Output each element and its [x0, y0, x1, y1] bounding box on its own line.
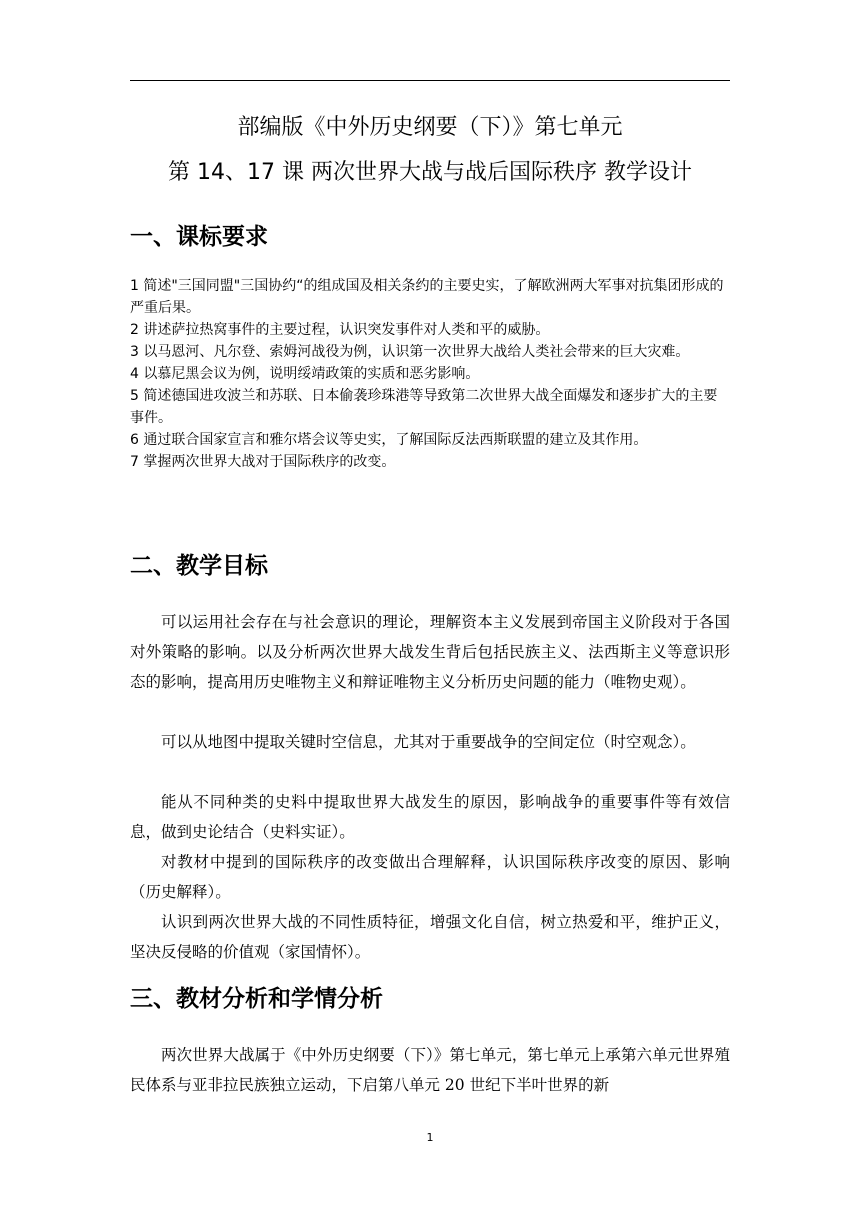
objective-paragraph: 能从不同种类的史料中提取世界大战发生的原因，影响战争的重要事件等有效信息，做到史论结合（史料实证）。: [130, 793, 730, 841]
objective-paragraph: 可以从地图中提取关键时空信息，尤其对于重要战争的空间定位（时空观念）。: [161, 733, 696, 751]
objective-paragraph: 对教材中提到的国际秩序的改变做出合理解释，认识国际秩序改变的原因、影响（历史解释）。: [130, 853, 730, 901]
document-title-line2: 第 14、17 课 两次世界大战与战后国际秩序 教学设计: [168, 160, 692, 185]
document-title-line1: 部编版《中外历史纲要（下）》第七单元: [237, 115, 623, 140]
list-item: 5 简述德国进攻波兰和苏联、日本偷袭珍珠港等导致第二次世界大战全面爆发和逐步扩大的主要事件。: [130, 388, 718, 426]
list-item: 2 讲述萨拉热窝事件的主要过程，认识突发事件对人类和平的威胁。: [130, 322, 550, 338]
objective-paragraph: 可以运用社会存在与社会意识的理论，理解资本主义发展到帝国主义阶段对于各国对外策略的影响。以及分析两次世界大战发生背后包括民族主义、法西斯主义等意识形态的影响，提高用历史唯物主义和辩证唯物主义分析历史问题的能力（唯物史观）。: [130, 613, 730, 691]
section-heading-teaching-objectives: 二、教学目标: [130, 553, 268, 579]
section-heading-textbook-analysis: 三、教材分析和学情分析: [130, 986, 383, 1012]
list-item: 6 通过联合国家宣言和雅尔塔会议等史实，了解国际反法西斯联盟的建立及其作用。: [130, 432, 648, 448]
header-rule: [130, 80, 730, 81]
curriculum-requirements-list: [130, 275, 730, 473]
page-number: 1: [426, 1131, 434, 1144]
list-item: 1 简述"三国同盟"三国协约“的组成国及相关条约的主要史实，了解欧洲两大军事对抗集团形成的严重后果。: [130, 278, 724, 316]
list-item: 7 掌握两次世界大战对于国际秩序的改变。: [130, 454, 396, 470]
list-item: 4 以慕尼黑会议为例，说明绥靖政策的实质和恶劣影响。: [130, 366, 480, 382]
objective-paragraph: 认识到两次世界大战的不同性质特征，增强文化自信，树立热爱和平，维护正义，坚决反侵略的价值观（家国情怀）。: [130, 913, 730, 961]
analysis-paragraph: 两次世界大战属于《中外历史纲要（下）》第七单元，第七单元上承第六单元世界殖民体系与亚非拉民族独立运动，下启第八单元 20 世纪下半叶世界的新: [130, 1046, 730, 1094]
list-item: 3 以马恩河、凡尔登、索姆河战役为例，认识第一次世界大战给人类社会带来的巨大灾难。: [130, 344, 690, 360]
section-heading-curriculum-requirements: 一、课标要求: [130, 224, 268, 250]
